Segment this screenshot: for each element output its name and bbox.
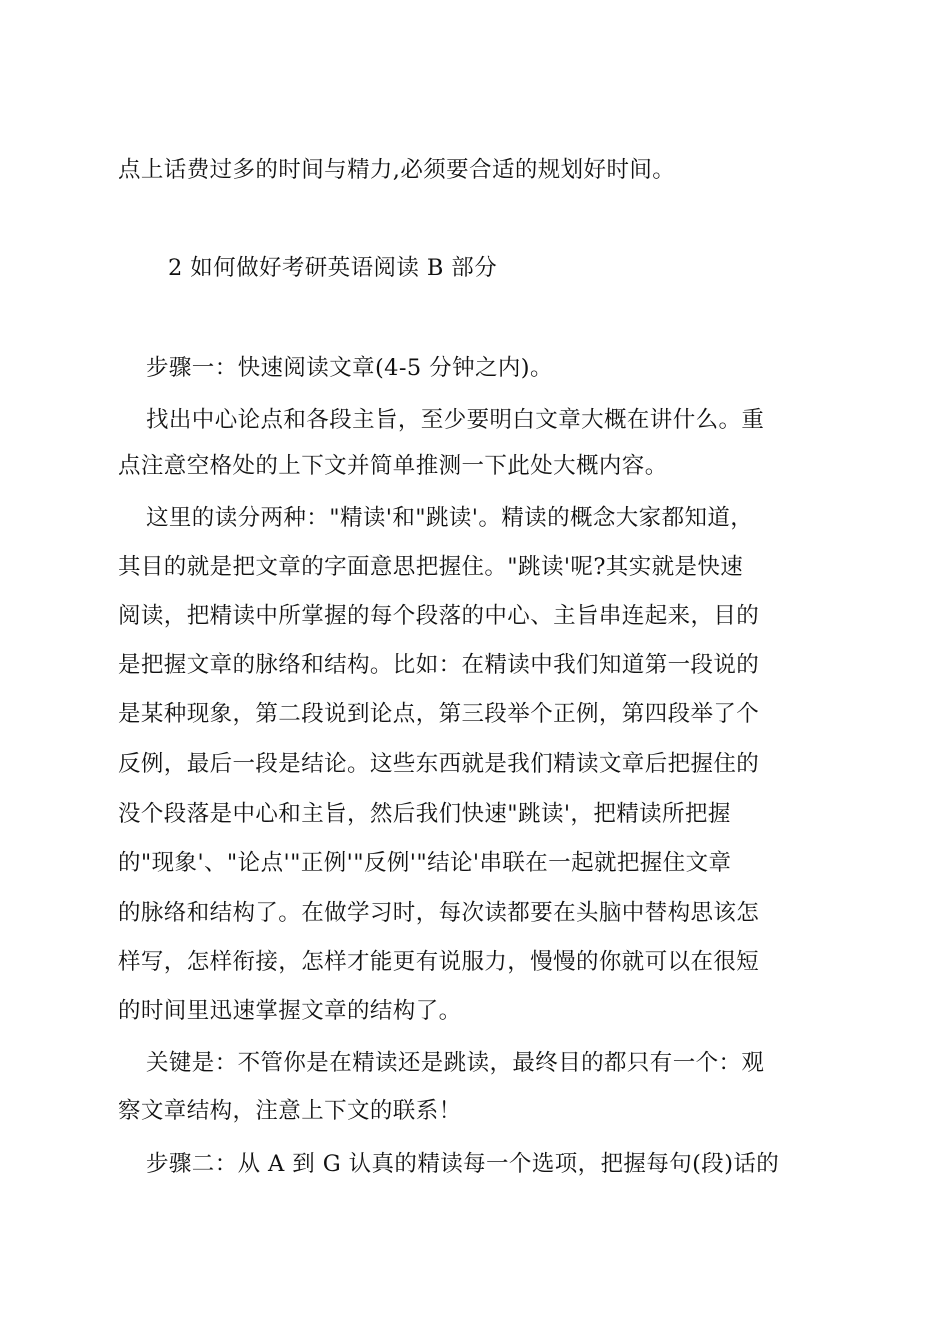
- text-line: 察文章结构，注意上下文的联系！: [118, 1098, 462, 1124]
- text-line: 的时间里迅速掌握文章的结构了。: [118, 998, 462, 1024]
- text-line: 的"现象'、"论点'"正例'"反例'"结论'串联在一起就把握住文章: [118, 850, 732, 876]
- text-line: 是某种现象，第二段说到论点，第三段举个正例，第四段举了个: [118, 701, 760, 727]
- text-line: 没个段落是中心和主旨，然后我们快速"跳读'，把精读所把握: [118, 801, 731, 827]
- text-line: 点注意空格处的上下文并简单推测一下此处大概内容。: [118, 453, 668, 479]
- text-line: 是把握文章的脉络和结构。比如：在精读中我们知道第一段说的: [118, 652, 760, 678]
- text-line: 样写，怎样衔接，怎样才能更有说服力，慢慢的你就可以在很短: [118, 949, 760, 975]
- text-line: 点上话费过多的时间与精力,必须要合适的规划好时间。: [118, 157, 676, 183]
- text-line: 其目的就是把文章的字面意思把握住。"跳读'呢?其实就是快速: [118, 554, 744, 580]
- text-line: 的脉络和结构了。在做学习时，每次读都要在头脑中替构思该怎: [118, 900, 760, 926]
- key-point-line: 关键是：不管你是在精读还是跳读，最终目的都只有一个：观: [146, 1050, 765, 1076]
- section-heading: 2 如何做好考研英语阅读 B 部分: [168, 255, 498, 281]
- text-line: 反例，最后一段是结论。这些东西就是我们精读文章后把握住的: [118, 751, 760, 777]
- step-two-line: 步骤二：从 A 到 G 认真的精读每一个选项，把握每句(段)话的: [146, 1151, 780, 1177]
- text-line: 阅读，把精读中所掌握的每个段落的中心、主旨串连起来，目的: [118, 603, 760, 629]
- step-one-title: 步骤一：快速阅读文章(4-5 分钟之内)。: [146, 355, 553, 381]
- text-line: 这里的读分两种："精读'和"跳读'。精读的概念大家都知道，: [146, 505, 754, 531]
- text-line: 找出中心论点和各段主旨，至少要明白文章大概在讲什么。重: [146, 407, 765, 433]
